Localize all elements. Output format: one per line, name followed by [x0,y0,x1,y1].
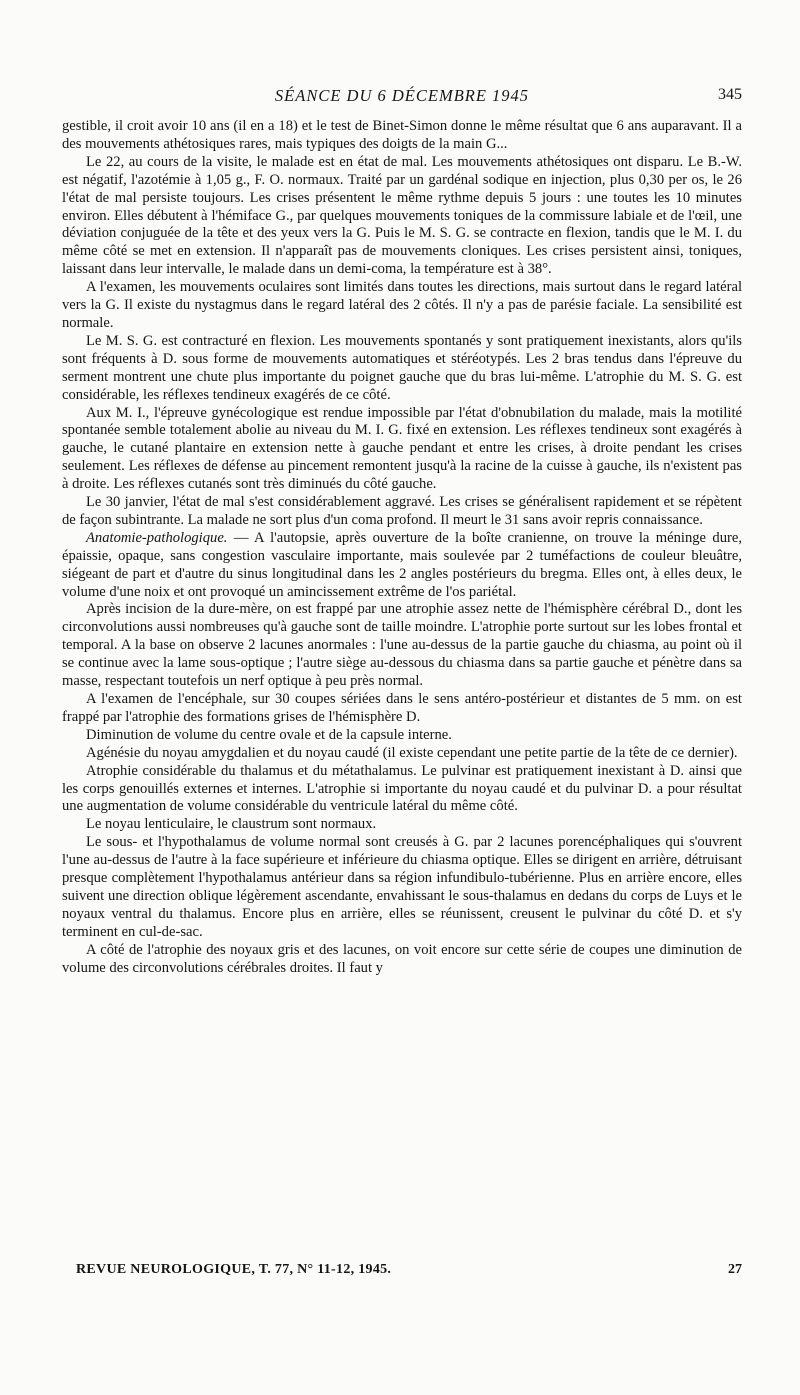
paragraph: A l'examen de l'encéphale, sur 30 coupes sériées dans le sens antéro-postérieur et distantes de 5 mm. on est frappé par l'atrophie des formations grises de l'hémisphère D. [62,691,742,725]
sheet-number: 27 [728,1262,742,1277]
paragraph: Agénésie du noyau amygdalien et du noyau caudé (il existe cependant une petite partie de la tête de ce dernier). [86,744,738,761]
paragraph: A l'examen, les mouvements oculaires sont limités dans toutes les directions, mais surtout dans le regard latéral vers la G. Il existe du nystagmus dans le regard latéral des 2 côtés. Il n'y a pas de parésie faciale. La sensibilité est normale. [62,279,742,331]
paragraph-text: — A l'autopsie, après ouverture de la boîte cranienne, on trouve la méninge dure, épaissie, opaque, sans congestion vasculaire importante, mais soulevée par 2 tuméfactions de couleur bleuâtre, siégeant de part et d'autre du sinus longitudinal dans les 2 angles postérieurs du bregma. Elles ont, à elles deux, le volume d'une noix et ont provoqué un amincissement extrême de l'os pariétal. [62,529,742,600]
journal-reference: REVUE NEUROLOGIQUE, T. 77, N° 11-12, 1945. [76,1262,392,1277]
paragraph: Le M. S. G. est contracturé en flexion. Les mouvements spontanés y sont pratiquement inexistants, alors qu'ils sont fréquents à D. sous forme de mouvements automatiques et stéréotypés. Les 2 bras tendus dans l'épreuve du serment montrent une chute plus importante du poignet gauche que du bras lui-même. L'atrophie du M. S. G. est considérable, les réflexes tendineux exagérés de ce côté. [62,332,742,403]
paragraph: Atrophie considérable du thalamus et du métathalamus. Le pulvinar est pratiquement inexistant à D. ainsi que les corps genouillés externes et internes. L'atrophie si importante du noyau caudé et du pulvinar D. a pour résultat une augmentation de volume considérable du ventricule latéral du même côté. [62,762,742,815]
running-head [62,86,742,110]
paragraph: Après incision de la dure-mère, on est frappé par une atrophie assez nette de l'hémisphère cérébral D., dont les circonvolutions aussi nombreuses qu'à gauche sont de taille moindre. L'atrophie porte surtout sur les lobes frontal et temporal. A la base on observe 2 lacunes anormales : l'une au-dessus de la partie gauche du chiasma, au point où il se continue avec la lame sous-optique ; l'autre siège au-dessous du chiasma dans sa partie gauche et pénètre dans sa masse, respectant toutefois un nerf optique à peu près normal. [62,601,742,690]
paragraph: A côté de l'atrophie des noyaux gris et des lacunes, on voit encore sur cette série de coupes une diminution de volume des circonvolutions cérébrales droites. Il faut y [62,941,742,976]
paragraph: Diminution de volume du centre ovale et de la capsule interne. [86,726,452,743]
page-footer [62,1262,742,1284]
paragraph-anatomy [62,530,742,602]
paragraph: Le noyau lenticulaire, le claustrum sont normaux. [86,816,377,833]
paragraph: Aux M. I., l'épreuve gynécologique est rendue impossible par l'état d'obnubilation du malade, mais la motilité spontanée semble totalement abolie au niveau du M. I. G. fixé en extension. Les réflexes tendineux sont exagérés à gauche, le cutané plantaire en extension nette à gauche pendant et entre les crises, à droite pendant les crises seulement. Les réflexes de défense au pincement remontent jusqu'à la racine de la cuisse à gauche, ils n'existent pas à droite. Les réflexes cutanés sont très diminués du côté gauche. [62,404,742,493]
paragraph: Le 22, au cours de la visite, le malade est en état de mal. Les mouvements athétosiques ont disparu. Le B.-W. est négatif, l'azotémie à 1,05 g., F. O. normaux. Traité par un gardénal sodique en injection, plus 0,30 per os, le 26 l'état de mal persiste toujours. Les crises présentent le même rythme depuis 5 jours : une toutes les 10 minutes environ. Elles débutent à l'hémiface G., par quelques mouvements toniques de la commissure labiale et de l'œil, une déviation conjuguée de la tête et des yeux vers la G. Puis le M. S. G. se contracte en flexion, tandis que le M. I. du même côté se met en extension. Il n'apparaît pas de mouvements cloniques. Les crises persistent ainsi, toniques, laissant dans leur intervalle, le malade dans un demi-coma, la température est à 38°. [62,153,742,278]
page-number: 345 [718,86,742,103]
paragraph: Le sous- et l'hypothalamus de volume normal sont creusés à G. par 2 lacunes porencéphaliques qui s'ouvrent l'une au-dessus de l'autre à la face supérieure et inférieure du chiasma optique. Elles se dirigent en arrière, détruisant presque complètement l'hypothalamus antérieur dans sa région infundibulo-tubérienne. Plus en arrière encore, elles suivent une direction oblique légèrement ascendante, envahissant le sous-thalamus en dedans du corps de Luys et le noyaux ventral du thalamus. Encore plus en arrière, elles se réunissent, creusent le pulvinar du côté D. et s'y terminent en cul-de-sac. [62,834,742,940]
paragraph: Le 30 janvier, l'état de mal s'est considérablement aggravé. Les crises se généralisent rapidement et se répètent de façon subintrante. La malade ne sort plus d'un coma profond. Il meurt le 31 sans avoir repris connaissance. [62,494,742,528]
running-title: SÉANCE DU 6 DÉCEMBRE 1945 [274,86,530,105]
paragraph: gestible, il croit avoir 10 ans (il en a 18) et le test de Binet-Simon donne le même résultat que 6 ans auparavant. Il a des mouvements athétosiques rares, mais typiques des doigts de la main G... [62,118,742,152]
section-title: Anatomie-pathologique. [86,529,228,546]
body-text [62,118,742,978]
